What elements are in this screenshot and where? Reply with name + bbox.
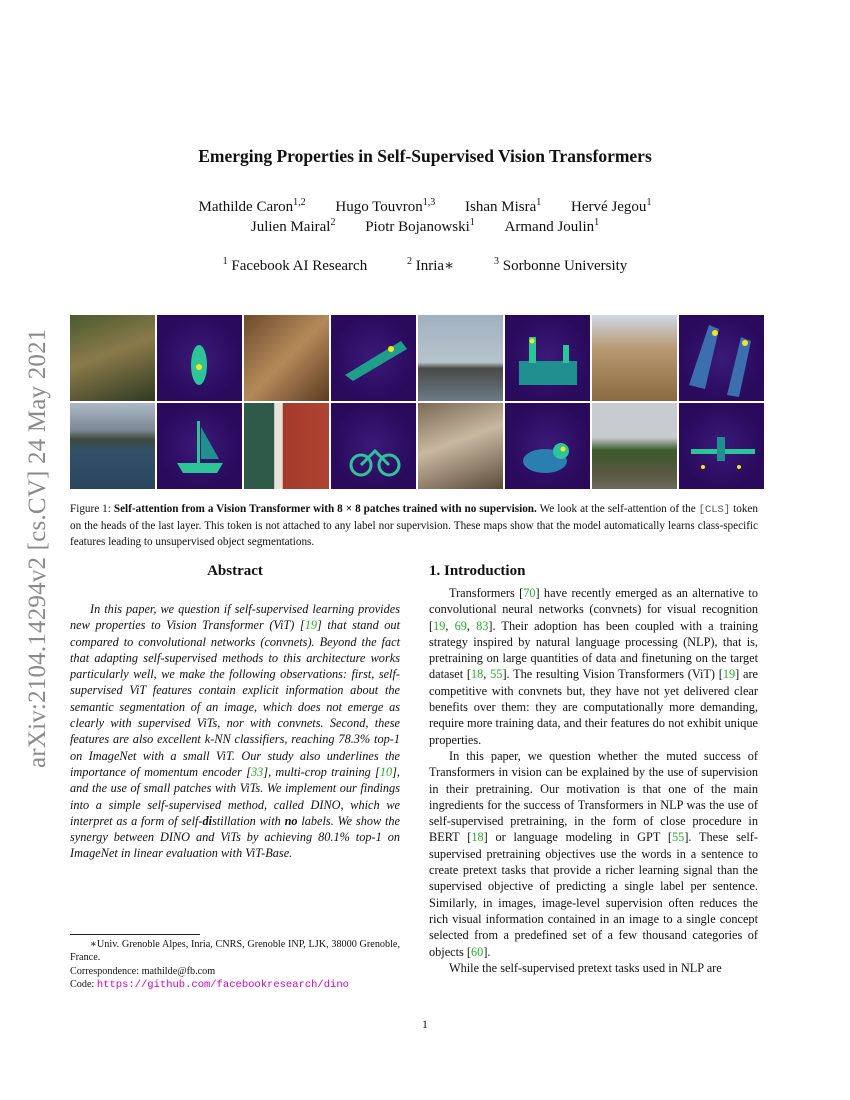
figure-photo-boat [70,403,155,489]
abstract-heading: Abstract [207,563,263,579]
affiliation: $^3$ Sorbonne University [493,256,628,274]
text-run: ] are competitive with convnets but, they have not yet delivered clear benefits over them: they are computationally more demanding, require more training data, and their features do not exhibit unique properties. [429,667,759,747]
attention-map-brush [331,315,416,401]
intro-paragraph-2 [429,748,758,960]
citation-link[interactable]: 33 [250,764,264,779]
figure-photo-parliament [418,315,503,401]
citation-link[interactable]: 60 [471,944,484,959]
text-run: ]. Their adoption has been coupled with a training strategy inspired by natural language processing (NLP), that is, pretraining on large quantities of data and finetuning on the target dataset [ [429,618,758,682]
footnote-affiliation: ∗Univ. Grenoble Alpes, Inria, CNRS, Grenoble INP, LJK, 38000 Grenoble, France. [70,939,400,964]
author: Mathilde Caron$^{1,2}$ [198,197,306,215]
citation-link[interactable]: 19 [722,667,736,682]
attention-map-giraffes [679,315,764,401]
abstract-body: In this paper, we question if self-supervised learning provides new properties to Vision Transformer (ViT) [19] that stand out compared to convolutional networks (convnets). Beyond the fact that adapting self-supervised methods to this architecture works particularly well, we make the following observations: first, self-supervised ViT features contain explicit information about the semantic segmentation of an image, which does not emerge as clearly with supervised ViTs, nor with convnets. Second, these features are also excellent k-NN classifiers, reaching 78.3% top-1 on ImageNet with a small ViT. Our study also underlines the importance of momentum encoder [33], multi-crop training [10], and the use of small patches with ViTs. We implement our findings into a simple self-supervised method, called DINO, which we interpret as a form of self-distillation with no labels. We show the synergy between DINO and ViTs by achieving 80.1% top-1 on ImageNet in linear evaluation with ViT-Base. [70,602,400,861]
text-run: ]. [483,944,491,959]
figure-photo-airplane [592,403,677,489]
arxiv-stamp-text: arXiv:2104.14294v2 [cs.CV] 24 May 2021 [24,328,51,768]
text-run: ]. The resulting Vision Transformers (ViT) [ [502,667,723,682]
citation-link[interactable]: 18 [471,830,484,845]
intro-paragraph-3: While the self-supervised pretext tasks used in NLP are [449,960,722,975]
attention-map-airplane [679,403,764,489]
text-run: In this paper, we question whether the muted success of Transformers in vision can be explained by the use of supervision in their pretraining. Our motivation is that one of the main ingredients for the success of Transformers in NLP was the use of self-supervised pretraining, in the form of close procedure in BERT [ [429,748,758,845]
author: Julien Mairal$^2$ [250,217,336,235]
footnote-correspondence: Correspondence: mathilde@fb.com [70,965,216,977]
attention-map-boat [157,403,242,489]
author: Hugo Touvron$^{1,3}$ [335,197,436,215]
text-run: , [445,618,455,633]
attention-map-bird [157,315,242,401]
citation-link[interactable]: 19 [433,618,446,633]
text-run: ] have recently emerged as an alternative to convolutional neural networks (convnets) for visual recognition [ [429,586,758,633]
author: Ishan Misra$^1$ [465,197,542,215]
author: Armand Joulin$^1$ [504,217,600,235]
page-number: 1 [422,1017,428,1031]
text-run: ]. These self-supervised pretraining objectives use the words in a sentence to create pretext tasks that provide a richer learning signal than the supervised objective of predicting a single label per sentence. Similarly, in images, image-level supervision often reduces the rich visual information contained in an image to a single concept selected from a predefined set of a few thousand categories of objects [ [429,830,758,959]
citation-link[interactable]: 10 [379,764,393,779]
text-run: , [466,618,477,633]
citation-link[interactable]: 70 [523,586,536,600]
affiliation: $^2$ Inria∗ [406,256,455,274]
citation-link[interactable]: 55 [672,830,685,845]
author: Piotr Bojanowski$^1$ [365,217,475,235]
citation-link[interactable]: 55 [490,667,503,682]
affiliation: $^1$ Facebook AI Research [222,256,368,274]
figure-1-grid [70,315,758,489]
footnotes [70,938,400,993]
authors-row-2 [0,219,850,236]
figure-photo-dog [418,403,503,489]
attention-map-bicycle [331,403,416,489]
introduction-body [429,585,758,976]
introduction-heading: 1. Introduction [429,563,526,579]
code-url-link[interactable]: https://github.com/facebookresearch/dino [96,979,349,992]
intro-paragraph-1 [429,585,758,748]
paper-title: Emerging Properties in Self-Supervised Vision Transformers [198,146,652,166]
citation-link[interactable]: 18 [471,667,484,682]
figure-photo-bicycle [244,403,329,489]
figure-photo-brush [244,315,329,401]
citation-link[interactable]: 69 [454,618,467,633]
author: Hervé Jegou$^1$ [571,197,652,215]
citation-link[interactable]: 83 [476,618,489,633]
attention-map-dog [505,403,590,489]
affiliations [0,256,850,275]
figure-photo-giraffes [592,315,677,401]
footnote-rule [70,934,200,935]
footnote-code: Code: https://github.com/facebookresearch/dino [70,979,349,992]
figure-photo-bird [70,315,155,401]
arxiv-stamp [20,290,60,770]
citation-link[interactable]: 19 [304,618,318,633]
figure-caption: Figure 1: Self-attention from a Vision Transformer with 8 × 8 patches trained with no supervision. We look at the self-attention of the [CLS] token on the heads of the last layer. This token is not attached to any label nor supervision. These maps show that the model automatically learns class-specific features leading to unsupervised object segmentations. [70,503,758,548]
text-run: ] or language modeling in GPT [ [483,830,673,845]
text-run: Transformers [ [449,586,524,600]
text-run: , [483,667,491,682]
attention-map-parliament [505,315,590,401]
authors-row-1 [0,199,850,216]
